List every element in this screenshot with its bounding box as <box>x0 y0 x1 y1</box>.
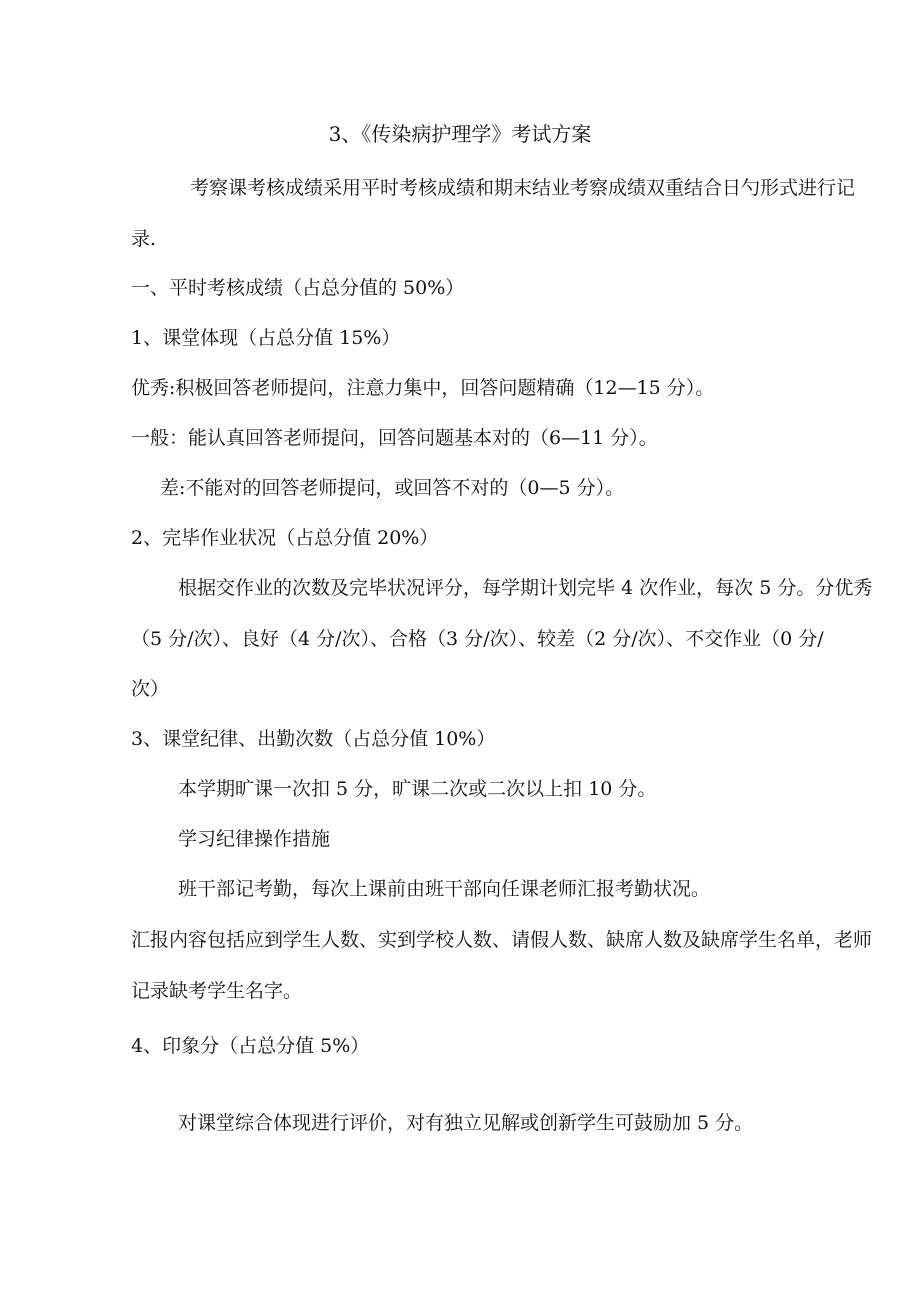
item2-body-line-3: 次） <box>131 678 170 700</box>
section-heading: 一、平时考核成绩（占总分值的 50%） <box>131 277 465 299</box>
intro-line-1: 考察课考核成绩采用平时考核成绩和期末结业考察成绩双重结合日勺形式进行记 <box>190 177 856 199</box>
item3-absence-rule: 本学期旷课一次扣 5 分，旷课二次或二次以上扣 10 分。 <box>178 778 657 800</box>
item2-body-line-1: 根据交作业的次数及完毕状况评分，每学期计划完毕 4 次作业，每次 5 分。分优秀 <box>178 577 873 599</box>
item2-body-line-2: （5 分/次）、良好（4 分/次）、合格（3 分/次）、较差（2 分/次）、不交作业（0 分/ <box>131 628 824 650</box>
item3-measures-line-3: 记录缺考学生名字。 <box>131 980 303 1002</box>
item3-heading: 3、课堂纪律、出勤次数（占总分值 10%） <box>131 728 496 750</box>
item4-heading: 4、印象分（占总分值 5%） <box>131 1035 370 1057</box>
item4-body: 对课堂综合体现进行评价，对有独立见解或创新学生可鼓励加 5 分。 <box>178 1112 754 1134</box>
item1-poor: 差:不能对的回答老师提问，或回答不对的（0—5 分）。 <box>160 477 625 499</box>
item1-heading: 1、课堂体现（占总分值 15%） <box>131 327 401 349</box>
item3-measures-line-2: 汇报内容包括应到学生人数、实到学校人数、请假人数、缺席人数及缺席学生名单，老师 <box>131 929 873 951</box>
intro-line-2: 录. <box>131 228 157 250</box>
item3-measures-heading: 学习纪律操作措施 <box>178 828 331 850</box>
item1-average: 一般：能认真回答老师提问，回答问题基本对的（6—11 分）。 <box>131 427 658 449</box>
item1-excellent: 优秀:积极回答老师提问，注意力集中，回答问题精确（12—15 分）。 <box>131 377 715 399</box>
item2-heading: 2、完毕作业状况（占总分值 20%） <box>131 527 439 549</box>
document-title: 3、《传染病护理学》考试方案 <box>328 122 592 146</box>
item3-measures-line-1: 班干部记考勤，每次上课前由班干部向任课老师汇报考勤状况。 <box>178 878 711 900</box>
